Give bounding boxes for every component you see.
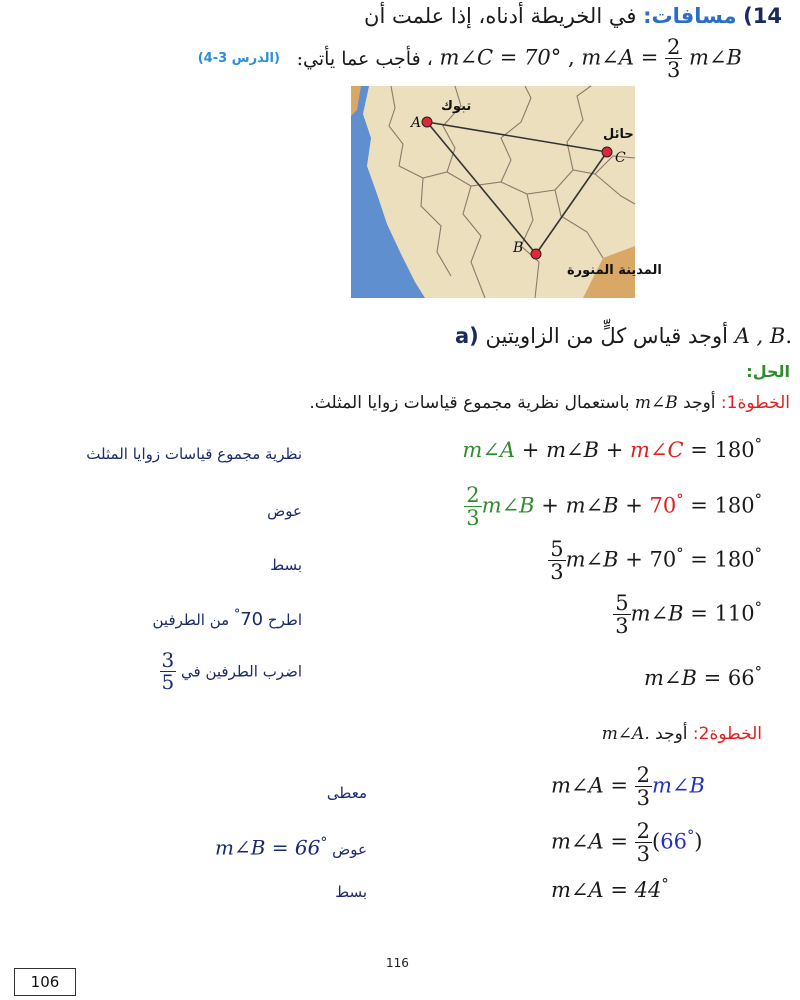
given-c-expr: m∠C = 70° — [439, 45, 562, 70]
s2e2-t1: 66 — [660, 829, 687, 854]
city-hail: حائل — [603, 127, 634, 142]
degree-mark: ° — [676, 491, 684, 509]
eq2-reason: عوض — [267, 502, 302, 520]
eq4-reason-num — [234, 606, 263, 630]
eq2-den: 3 — [466, 506, 480, 531]
s2e3-lhs: m∠A = 44 — [551, 878, 662, 903]
degree-mark: ° — [754, 599, 762, 617]
s2e1-t1: m∠B — [652, 773, 705, 798]
eq3-rhs: = 180 — [690, 547, 755, 572]
eq1-rhs: = 180 — [690, 438, 755, 463]
eq2-rhs: = 180 — [690, 493, 755, 518]
s2e2-reason-expr: m∠B = 66 — [215, 835, 321, 860]
s2e2-den: 3 — [636, 842, 651, 867]
question-header — [364, 4, 782, 28]
eq4-fraction — [613, 592, 630, 637]
given-a-left: m∠A = — [581, 45, 659, 70]
step1-var: m∠B — [634, 393, 678, 413]
step2-text: أوجد — [655, 724, 688, 744]
eq2-row-3 — [551, 876, 669, 902]
degree-mark: ° — [754, 664, 762, 681]
step1-header — [309, 393, 790, 413]
part-a-label: a) — [455, 324, 479, 348]
step1-text-after: باستعمال نظرية مجموع قياسات زوايا المثلث. — [309, 393, 630, 413]
eq1-t3: m∠C — [630, 438, 684, 463]
marker-b — [531, 249, 541, 259]
degree-mark: ° — [754, 436, 762, 453]
s2e1-den: 3 — [636, 786, 651, 811]
eq5-reason-fraction — [160, 650, 177, 693]
s2e2-reason-text: عوض — [332, 840, 367, 859]
eq4-reason-after: من الطرفين — [152, 610, 230, 629]
eq3-t2: 70 — [649, 547, 677, 572]
eq2-op1: + — [541, 493, 559, 518]
eq4-reason-value: 70 — [240, 608, 264, 630]
s2e1-num: 2 — [636, 763, 651, 787]
eq3-reason: بسط — [270, 556, 302, 574]
s2e2-paren-close: ) — [694, 829, 703, 854]
eq5-reason-num: 3 — [161, 648, 175, 672]
part-a-vars: A , B — [734, 324, 786, 348]
eq2-row-1 — [551, 764, 705, 809]
part-a — [455, 324, 792, 348]
eq3-num: 5 — [550, 537, 564, 561]
s2e1-reason: معطى — [326, 784, 367, 802]
question-text: في الخريطة أدناه، إذا علمت أن — [364, 4, 637, 28]
eq5-rhs: = 66 — [703, 666, 755, 691]
frac-num: 2 — [666, 35, 681, 59]
given-part: ، فأجب عما يأتي: — [296, 47, 433, 70]
s2e1-lhs: m∠A = — [551, 773, 628, 798]
part-a-text: أوجد قياس كلٍّ من الزاويتين — [485, 324, 728, 348]
degree-mark: ° — [676, 545, 684, 563]
given-line — [198, 36, 742, 81]
eq3-op1: + — [625, 547, 643, 572]
marker-c — [602, 147, 612, 157]
given-a-right: m∠B — [689, 45, 742, 70]
vertex-c-label: C — [615, 150, 626, 166]
eq-row-2 — [464, 484, 762, 529]
question-number: 14) — [743, 4, 782, 28]
part-a-period: . — [785, 324, 792, 348]
eq1-reason: نظرية مجموع قياسات زوايا المثلث — [86, 445, 302, 463]
page-number-box: 106 — [14, 968, 76, 996]
comma: , — [567, 45, 575, 70]
eq4-rhs: = 110 — [690, 601, 755, 626]
s2e2-reason — [215, 835, 367, 860]
s2e1-fraction — [635, 764, 652, 809]
given-fraction — [665, 36, 682, 81]
eq4-t1: m∠B — [630, 601, 684, 626]
eq1-op1: + — [521, 438, 540, 463]
page-number-center: 116 — [386, 956, 409, 970]
eq4-reason — [153, 606, 303, 630]
step1-text-before: أوجد — [683, 393, 716, 413]
degree-mark: ° — [320, 835, 328, 851]
eq3-den: 3 — [550, 560, 564, 585]
eq-row-4 — [613, 592, 762, 637]
eq5-reason-text: اضرب الطرفين في — [181, 662, 302, 681]
s2e2-paren-open: ( — [652, 829, 661, 854]
degree-mark: ° — [661, 876, 669, 893]
vertex-a-label: A — [411, 115, 422, 131]
degree-mark: ° — [754, 545, 762, 563]
degree-mark: ° — [754, 491, 762, 509]
lesson-ref: (الدرس 3-4) — [197, 51, 280, 67]
degree-mark: ° — [233, 606, 241, 621]
s2e2-num: 2 — [636, 819, 651, 843]
map-figure — [351, 86, 662, 298]
eq2-fraction — [464, 484, 481, 529]
eq2-t2: m∠B — [565, 493, 619, 518]
eq2-t3: 70 — [649, 493, 677, 518]
frac-den: 3 — [666, 58, 681, 83]
eq-row-1 — [462, 436, 762, 462]
eq2-t1: m∠B — [481, 493, 535, 518]
eq3-t1: m∠B — [565, 547, 619, 572]
step2-header — [602, 724, 762, 744]
eq1-t2: m∠B — [546, 438, 600, 463]
eq5-t1: m∠B — [644, 666, 697, 691]
eq1-op2: + — [605, 438, 624, 463]
eq1-t1: m∠A — [462, 438, 516, 463]
question-title: مسافات: — [643, 4, 737, 28]
eq2-row-2 — [551, 820, 703, 865]
eq3-fraction — [548, 538, 565, 583]
s2e2-lhs: m∠A = — [551, 829, 628, 854]
city-madinah: المدينة المنورة — [567, 263, 662, 278]
eq2-num: 2 — [466, 483, 480, 507]
degree-mark: ° — [686, 827, 695, 845]
step2-label: الخطوة2: — [692, 724, 762, 744]
s2e2-reason-math — [215, 835, 327, 860]
step1-label: الخطوة1: — [720, 393, 790, 413]
eq4-num: 5 — [615, 591, 629, 615]
s2e3-reason: بسط — [335, 883, 367, 901]
eq5-reason-den: 5 — [161, 670, 175, 694]
step2-var: m∠A. — [601, 724, 650, 744]
solution-label: الحل: — [746, 362, 790, 381]
marker-a — [422, 117, 432, 127]
eq-row-3 — [548, 538, 762, 583]
eq-row-5 — [644, 664, 762, 690]
vertex-b-label: B — [513, 240, 524, 256]
city-tabuk: تبوك — [441, 99, 472, 114]
eq4-den: 3 — [615, 614, 629, 639]
eq2-op2: + — [625, 493, 643, 518]
eq4-reason-text: اطرح — [267, 610, 302, 629]
eq5-reason — [160, 650, 302, 693]
s2e2-fraction — [635, 820, 652, 865]
